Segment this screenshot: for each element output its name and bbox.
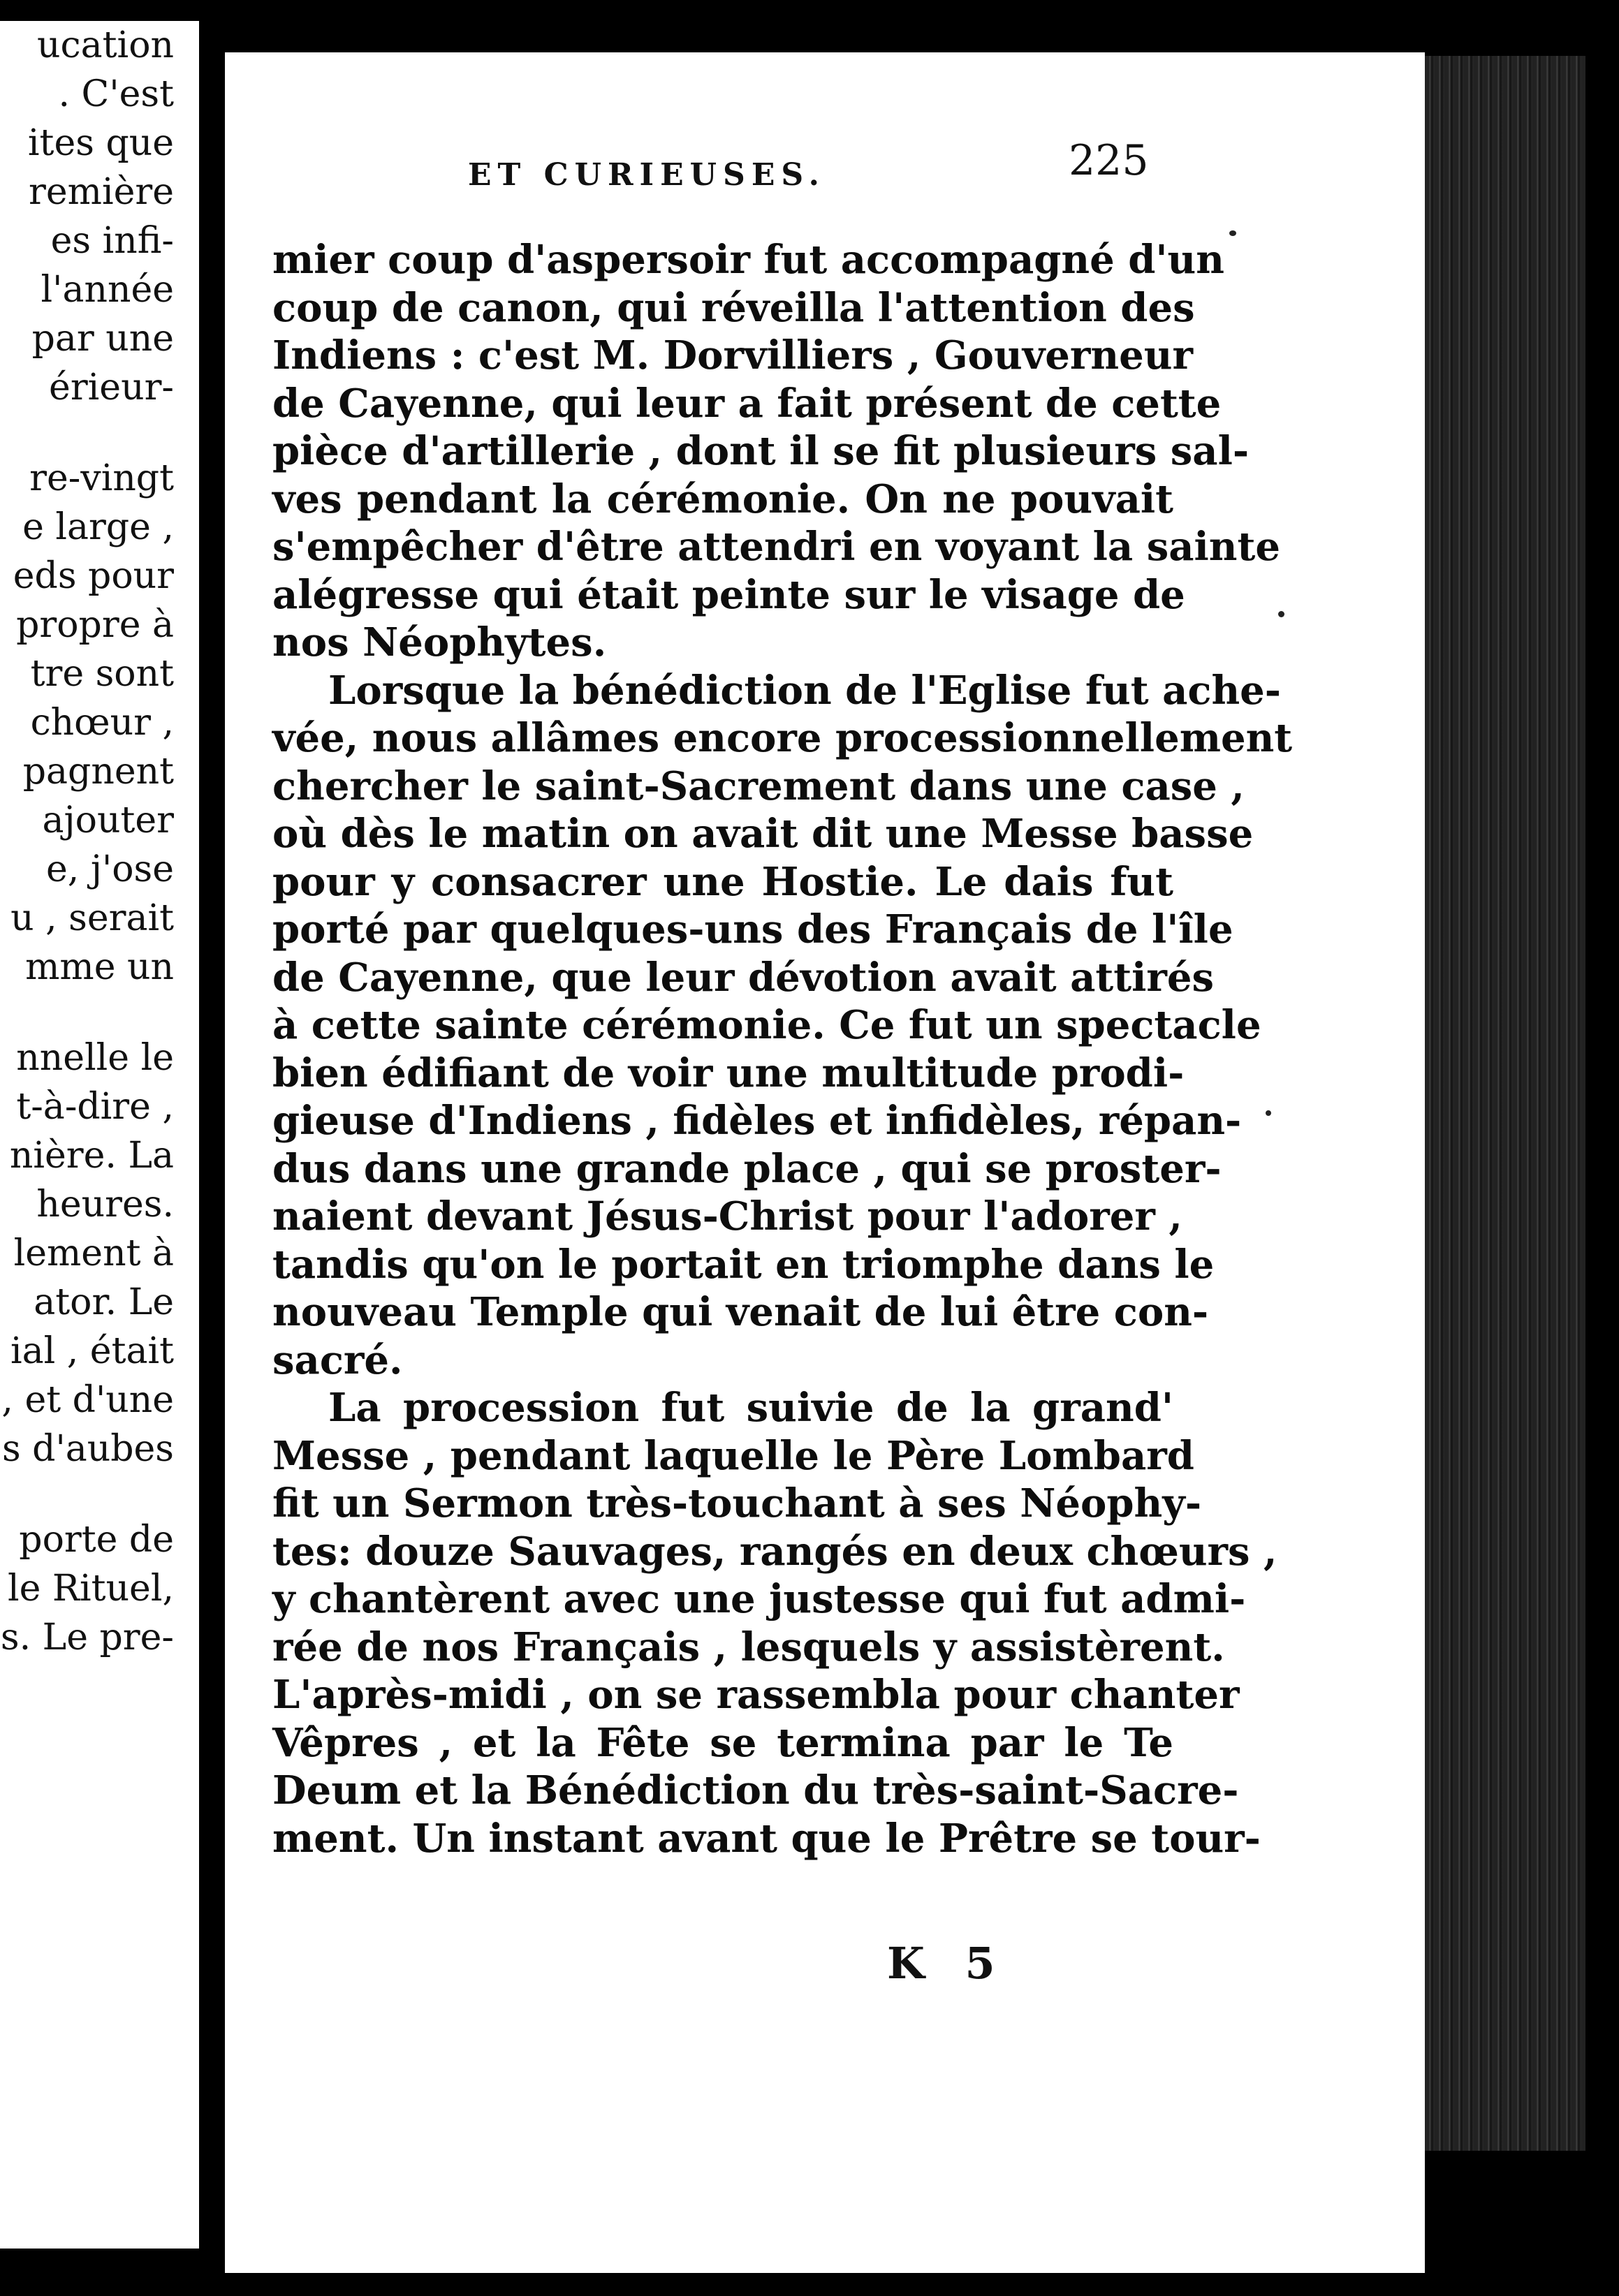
text-line: de Cayenne, qui leur a fait présent de cette	[272, 380, 1222, 427]
text-line: pièce d'artillerie , dont il se fit plusieurs sal-	[272, 428, 1250, 474]
text-line: fit un Sermon très-touchant à ses Néophy-	[272, 1480, 1202, 1526]
left-line: . C'est	[58, 73, 174, 115]
text-line: mier coup d'aspersoir fut accompagné d'un	[272, 237, 1224, 283]
page-edges	[1425, 56, 1585, 2151]
left-line: eds pour	[13, 555, 174, 597]
text-line: L'après-midi , on se rassembla pour chanter	[272, 1672, 1240, 1718]
left-line: tre sont	[30, 653, 174, 695]
text-line: de Cayenne, que leur dévotion avait attirés	[272, 954, 1215, 1001]
text-line: coup de canon, qui réveilla l'attention des	[272, 284, 1195, 331]
left-line: t-à-dire ,	[16, 1086, 174, 1128]
left-line: es infi-	[50, 220, 174, 262]
text-line: pour y consacrer une Hostie. Le dais fut	[272, 858, 1173, 905]
text-line: Vêpres , et la Fête se termina par le Te	[272, 1719, 1173, 1766]
text-line: alégresse qui était peinte sur le visage de	[272, 571, 1185, 618]
left-line: ajouter	[42, 800, 174, 841]
text-line: nouveau Temple qui venait de lui être con-	[272, 1289, 1209, 1335]
left-line: re-vingt	[29, 457, 174, 499]
left-line: nnelle le	[16, 1037, 174, 1079]
left-line: nière. La	[9, 1135, 174, 1177]
speck	[1278, 611, 1284, 617]
left-page	[0, 21, 199, 2249]
left-line: pagnent	[22, 751, 174, 793]
text-line: bien édifiant de voir une multitude prodi-	[272, 1050, 1185, 1096]
paragraph-gap	[0, 412, 174, 454]
left-line: e large ,	[22, 506, 174, 548]
left-line: chœur ,	[30, 702, 174, 744]
text-line: Indiens : c'est M. Dorvilliers , Gouverneur	[272, 332, 1193, 378]
left-line: érieur-	[49, 367, 174, 409]
text-line: vée, nous allâmes encore processionnellement	[272, 715, 1293, 761]
text-line: ves pendant la cérémonie. On ne pouvait	[272, 476, 1173, 522]
text-line: La procession fut suivie de la grand'	[328, 1385, 1173, 1431]
text-line: dus dans une grande place , qui se proster-	[272, 1145, 1222, 1192]
text-line: s'empêcher d'être attendri en voyant la sainte	[272, 524, 1280, 570]
text-line: ment. Un instant avant que le Prêtre se tour-	[272, 1815, 1261, 1862]
left-line: porte de	[19, 1519, 174, 1561]
left-line: ial , était	[10, 1330, 174, 1372]
signature-mark: K 5	[887, 1938, 1008, 1989]
text-line: y chantèrent avec une justesse qui fut admi-	[272, 1576, 1246, 1622]
text-line: naient devant Jésus-Christ pour l'adorer ,	[272, 1193, 1182, 1239]
text-line: rée de nos Français , lesquels y assistèrent.	[272, 1624, 1225, 1670]
left-line: remière	[29, 171, 174, 213]
speck	[1229, 230, 1236, 236]
text-line: tandis qu'on le portait en triomphe dans le	[272, 1241, 1215, 1288]
left-line: propre à	[16, 604, 174, 646]
page-number: 225	[1069, 136, 1149, 185]
left-line: le Rituel,	[7, 1568, 174, 1610]
left-line: e, j'ose	[45, 848, 174, 890]
left-line: ator. Le	[34, 1281, 174, 1323]
text-line: gieuse d'Indiens , fidèles et infidèles, répan-	[272, 1098, 1242, 1144]
left-line: heures.	[36, 1184, 174, 1226]
left-page-text	[0, 21, 174, 1662]
text-line: nos Néophytes.	[272, 619, 607, 665]
speck	[1266, 1110, 1271, 1116]
text-line: Lorsque la bénédiction de l'Eglise fut ache-	[328, 667, 1282, 714]
left-line: mme un	[25, 946, 174, 988]
running-head: ET CURIEUSES.	[468, 157, 826, 193]
text-line: Messe , pendant laquelle le Père Lombard	[272, 1432, 1194, 1479]
left-line: lement à	[13, 1232, 174, 1274]
text-line: à cette sainte cérémonie. Ce fut un spectacle	[272, 1002, 1261, 1048]
text-line: où dès le matin on avait dit une Messe basse	[272, 811, 1254, 857]
text-line: Deum et la Bénédiction du très-saint-Sacre-	[272, 1767, 1239, 1813]
left-line: s. Le pre-	[0, 1617, 174, 1658]
left-line: u , serait	[10, 897, 174, 939]
left-line: par une	[31, 318, 174, 360]
text-line: sacré.	[272, 1337, 403, 1383]
left-line: s d'aubes	[1, 1428, 174, 1470]
text-line: tes: douze Sauvages, rangés en deux chœurs ,	[272, 1528, 1277, 1575]
text-line: porté par quelques-uns des Français de l'île	[272, 906, 1233, 952]
left-line: l'année	[41, 269, 174, 311]
left-line: ites que	[27, 122, 174, 164]
paragraph-gap	[0, 1473, 174, 1515]
text-line: chercher le saint-Sacrement dans une case ,	[272, 763, 1245, 809]
paragraph-gap	[0, 992, 174, 1033]
left-line: , et d'une	[1, 1379, 174, 1421]
body-text	[272, 236, 1293, 1862]
left-line: ucation	[37, 24, 174, 66]
